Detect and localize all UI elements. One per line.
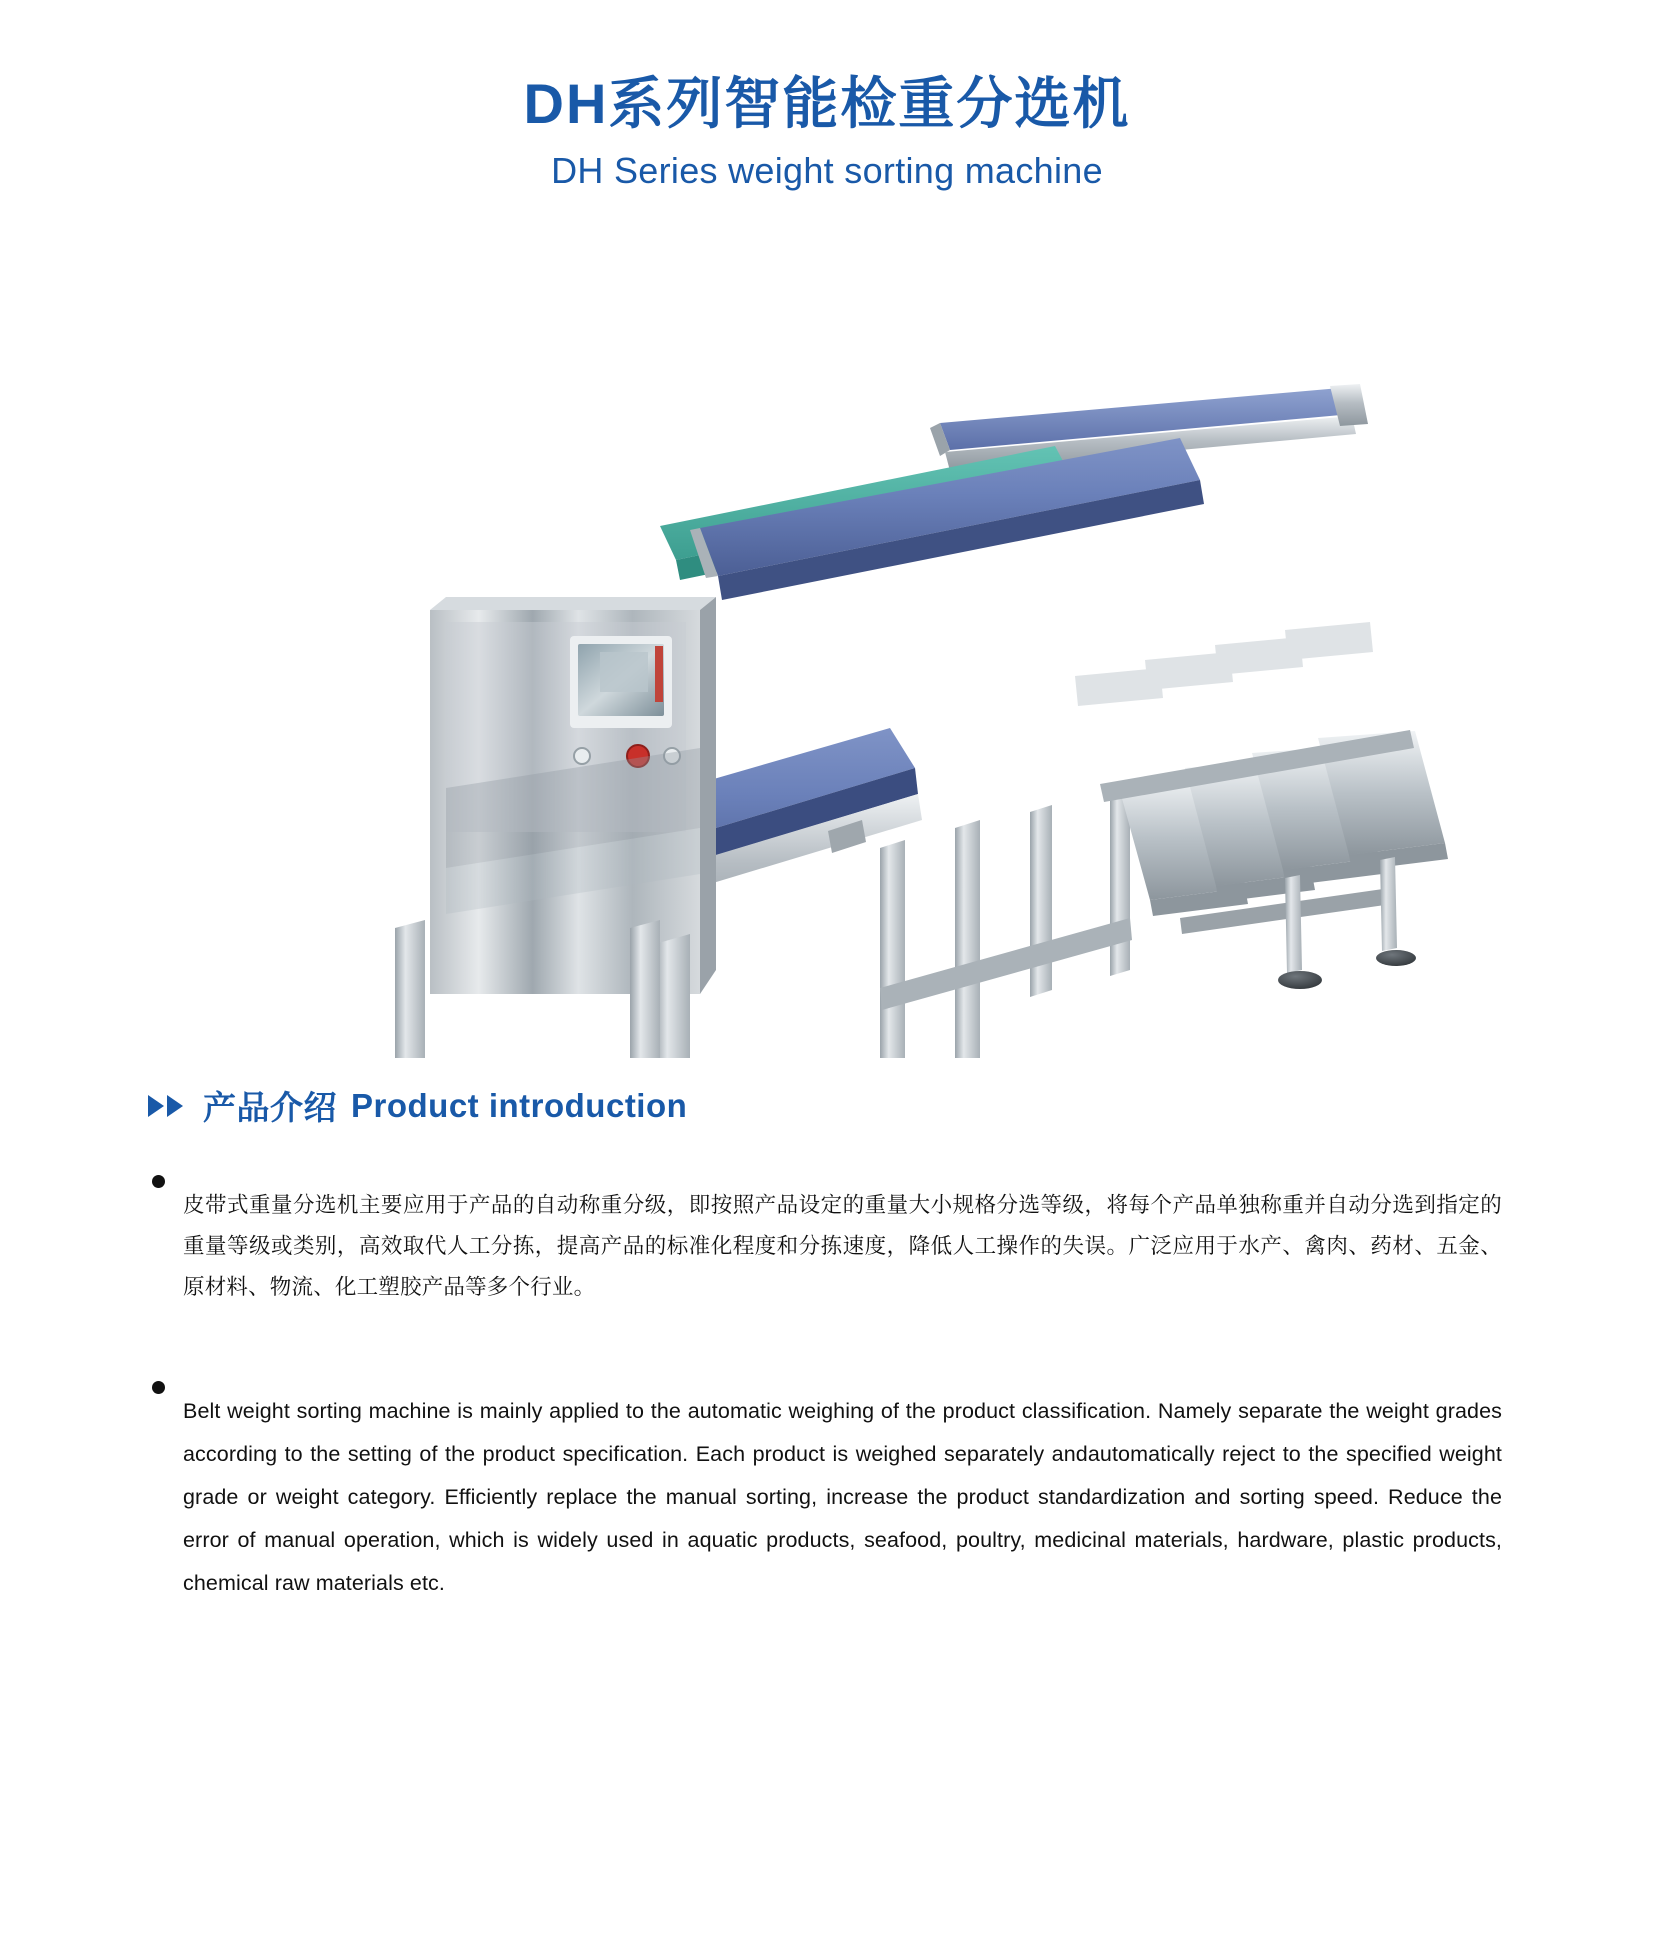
page-header [0,0,1654,192]
bullet-icon [152,1381,165,1394]
weight-sorting-machine-illustration [0,228,1654,1058]
paragraph-cn-text: 皮带式重量分选机主要应用于产品的自动称重分级，即按照产品设定的重量大小规格分选等级，将每个产品单独称重并自动分选到指定的重量等级或类别，高效取代人工分拣，提高产品的标准化程度和分拣速度，降低人工操作的失误。广泛应用于水产、禽肉、药材、五金、原材料、物流、化工塑胶产品等多个行业。 [183,1192,1502,1299]
page-title-cn: DH系列智能检重分选机 [523,72,1131,135]
pusher-arms [1075,622,1373,706]
bullet-icon [152,1175,165,1188]
section-title-cn: 产品介绍 [203,1089,337,1127]
product-photo [0,228,1654,1058]
paragraph-en [152,1369,1502,1627]
page-title-en: DH Series weight sorting machine [551,150,1103,192]
section-heading [148,1082,1654,1129]
paragraph-en-text: Belt weight sorting machine is mainly applied to the automatic weighing of the product classification. Namely separate the weight grades according to the setting of the product specification. Each product is weighed separately andautomatically reject to the specified weight grade or weight category. Efficiently replace the manual sorting, increase the product standardization and sorting speed. Reduce the error of manual operation, which is widely used in aquatic products, seafood, poultry, medicinal materials, hardware, plastic products, chemical raw materials etc. [183,1399,1502,1596]
double-triangle-icon [148,1095,183,1117]
control-cabinet [430,597,716,994]
product-introduction-body [152,1163,1502,1627]
paragraph-cn [152,1163,1502,1329]
weighing-belt [690,438,1204,600]
sorting-chutes [1100,730,1448,973]
section-title-en: Product introduction [351,1086,688,1124]
